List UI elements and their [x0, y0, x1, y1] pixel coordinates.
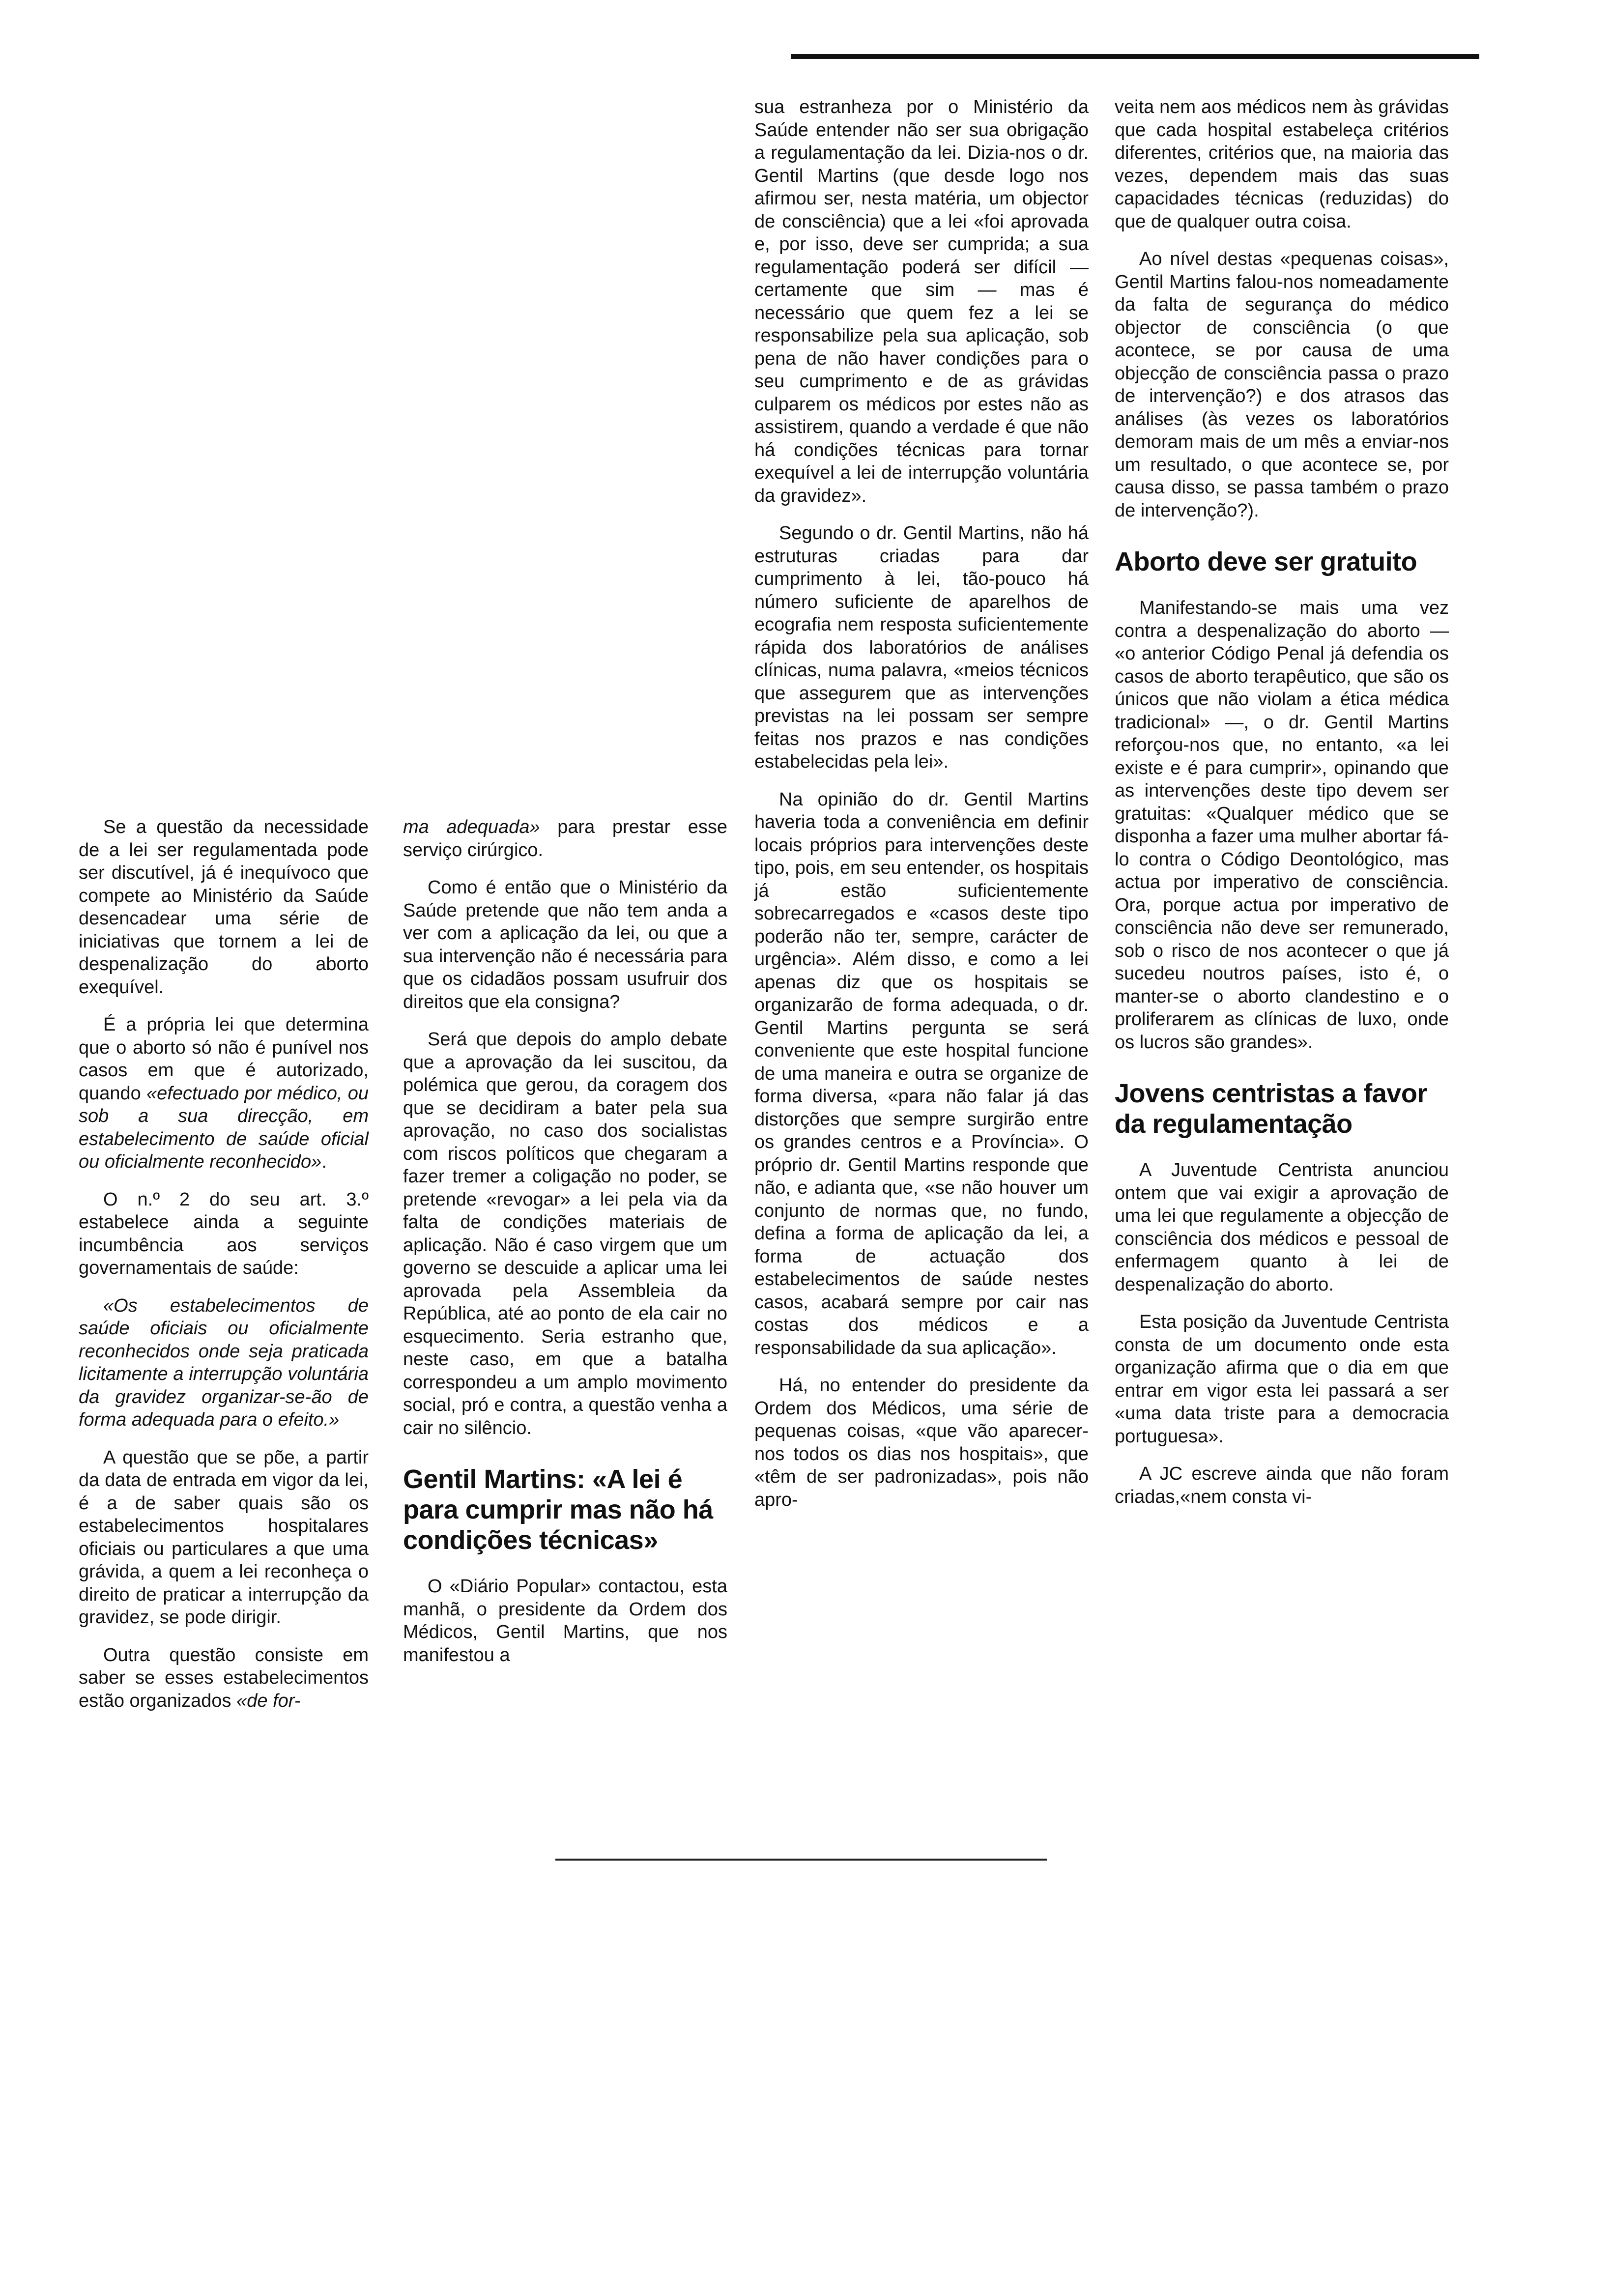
paragraph	[403, 876, 727, 1013]
quoted-text: «Os estabelecimentos de saúde oficiais ou oficialmente reconhecidos onde seja praticada licitamente a interrupção voluntária da gravidez organizar-se-ão de forma adequada para o efeito.»	[79, 1295, 369, 1430]
paragraph-text: Na opinião do dr. Gentil Martins haveria toda a conveniência em definir locais próprios para intervenções deste tipo, pois, em seu entender, os hospitais já estão suficientemente sobrecarregados e «casos deste tipo poderão não ter, sempre, carácter de urgência». Além disso, e como a lei apenas diz que os hospitais se organizarão de forma adequada, o dr. Gentil Martins pergunta se será conveniente que este hospital funcione de uma maneira e outra se organize de forma diversa, «para não falar já das distorções que sempre surgirão entre os grandes centros e a Província». O próprio dr. Gentil Martins responde que não, e adianta que, «se não houver um conjunto de normas que, no fundo, defina a forma de aplicação da lei, a forma de actuação dos estabelecimentos de saúde nestes casos, acabará sempre por cair nas costas dos médicos e a responsabilidade da sua aplicação».	[754, 789, 1089, 1358]
paragraph-text: A Juventude Centrista anunciou ontem que vai exigir a aprovação de uma lei que regulamente a objecção de consciência dos médicos e pessoal de enfermagem quanto à lei de despenalização do aborto.	[1115, 1160, 1449, 1295]
paragraph	[754, 788, 1089, 1360]
section-heading: Jovens centristas a favor da regulamentação	[1115, 1079, 1427, 1139]
section-heading: Aborto deve ser gratuito	[1115, 547, 1417, 576]
paragraph	[79, 1644, 369, 1713]
paragraph-text: Esta posição da Juventude Centrista consta de um documento onde esta organização afirma que o dia em que entrar em vigor esta lei passará a ser «uma data triste para a democracia portuguesa».	[1115, 1312, 1449, 1447]
paragraph	[1115, 1159, 1449, 1296]
paragraph-text: Como é então que o Ministério da Saúde pretende que não tem anda a ver com a aplicação da lei, ou que a sua intervenção não é necessária para que os cidadãos possam usufruir dos direitos que ela consigna?	[403, 877, 727, 1012]
paragraph-text: para prestar esse serviço cirúrgico.	[403, 817, 727, 861]
paragraph-text: .	[321, 1151, 327, 1172]
paragraph-text: Manifestando-se mais uma vez contra a despenalização do aborto — «o anterior Código Penal já defendia os casos de aborto terapêutico, que são os únicos que não violam a ética médica tradicional» —, o dr. Gentil Martins reforçou-nos que, no entanto, «a lei existe e é para cumprir», opinando que as intervenções deste tipo devem ser gratuitas: «Qualquer médico que se disponha a fazer uma mulher abortar fá-lo contra o Código Deontológico, mas actua por imperativo de consciência. Ora, porque actua por imperativo de consciência não deve ser remunerado, sob o risco de nos acontecer o que já sucedeu noutros países, isto é, o manter-se o aborto clandestino e o proliferarem as clínicas de luxo, onde os lucros são grandes».	[1115, 598, 1449, 1053]
paragraph-text: O «Diário Popular» contactou, esta manhã, o presidente da Ordem dos Médicos, Gentil Martins, que nos manifestou a	[403, 1576, 727, 1665]
quoted-text: «de for-	[236, 1690, 301, 1711]
paragraph	[403, 1028, 727, 1439]
quoted-text: ma adequada»	[403, 817, 540, 837]
paragraph-text: Se a questão da necessidade de a lei ser regulamentada pode ser discutível, já é inequívoco que compete ao Ministério da Saúde desencadear uma série de iniciativas que tornem a lei de despenalização do aborto exequível.	[79, 817, 369, 998]
paragraph-text: A questão que se põe, a partir da data de entrada em vigor da lei, é a de saber quais são os estabelecimentos hospitalares oficiais ou particulares a que uma grávida, a quem a lei reconheça o direito de praticar a interrupção da gravidez, se pode dirigir.	[79, 1447, 369, 1628]
paragraph	[79, 1294, 369, 1432]
paragraph	[754, 522, 1089, 774]
paragraph	[79, 1013, 369, 1174]
paragraph	[1115, 248, 1449, 522]
section-heading: Gentil Martins: «A lei é para cumprir mas não há condições técnicas»	[403, 1464, 713, 1555]
paragraph-text: Será que depois do amplo debate que a aprovação da lei suscitou, da polémica que gerou, da coragem dos que se decidiram a bater pela sua aprovação, no caso dos socialistas com riscos políticos que chegaram a fazer tremer a coligação no poder, se pretende «revogar» a lei pela via da falta de condições materiais de aplicação. Não é caso virgem que um governo se descuide a aplicar uma lei aprovada pela Assembleia da República, até ao ponto de ela cair no esquecimento. Seria estranho que, neste caso, em que a batalha correspondeu a um amplo movimento social, pró e contra, a questão venha a cair no silêncio.	[403, 1029, 727, 1438]
paragraph	[1115, 1463, 1449, 1508]
paragraph	[1115, 1311, 1449, 1448]
article-column-3	[754, 96, 1089, 1526]
paragraph	[1115, 96, 1449, 233]
paragraph	[79, 1188, 369, 1280]
paragraph-text: O n.º 2 do seu art. 3.º estabelece ainda a seguinte incumbência aos serviços governamentais de saúde:	[79, 1189, 369, 1278]
quoted-text: «efectuado por médico, ou sob a sua direcção, em estabelecimento de saúde oficial ou oficialmente reconhecido»	[79, 1083, 369, 1172]
paragraph-text: Ao nível destas «pequenas coisas», Gentil Martins falou-nos nomeadamente da falta de segurança do médico objector de consciência (o que acontece, se por causa de uma objecção de consciência passa o prazo de intervenção?) e dos atrasos das análises (às vezes os laboratórios demoram mais de um mês a enviar-nos um resultado, o que acontece se, por causa disso, se passa também o prazo de intervenção?).	[1115, 249, 1449, 521]
article-column-2	[403, 816, 727, 1681]
top-rule	[791, 54, 1479, 59]
paragraph-text: Outra questão consiste em saber se esses estabelecimentos estão organizados	[79, 1644, 369, 1711]
article-column-4	[1115, 96, 1449, 1523]
paragraph-text: veita nem aos médicos nem às grávidas que cada hospital estabeleça critérios diferentes, critérios que, na maioria das vezes, dependem mais das suas capacidades técnicas (reduzidas) do que de qualquer outra coisa.	[1115, 97, 1449, 232]
paragraph	[79, 816, 369, 999]
bottom-rule	[555, 1859, 1047, 1861]
paragraph	[403, 1575, 727, 1666]
paragraph	[1115, 597, 1449, 1054]
paragraph	[754, 1374, 1089, 1511]
paragraph	[754, 96, 1089, 507]
paragraph-text: A JC escreve ainda que não foram criadas,«nem consta vi-	[1115, 1464, 1449, 1507]
paragraph	[79, 1446, 369, 1629]
paragraph	[403, 816, 727, 861]
paragraph-text: É a própria lei que determina que o aborto só não é punível nos casos em que é autorizado, quando	[79, 1014, 369, 1104]
paragraph-text: Segundo o dr. Gentil Martins, não há estruturas criadas para dar cumprimento à lei, tão-pouco há número suficiente de aparelhos de ecografia nem resposta suficientemente rápida dos laboratórios de análises clínicas, numa palavra, «meios técnicos que assegurem que as intervenções previstas na lei possam ser sempre feitas nos prazos e nas condições estabelecidas pela lei».	[754, 523, 1089, 772]
article-column-1	[79, 816, 369, 1727]
paragraph-text: Há, no entender do presidente da Ordem dos Médicos, uma série de pequenas coisas, «que vão aparecer-nos todos os dias nos hospitais», que «têm de ser padronizadas», pois não apro-	[754, 1375, 1089, 1510]
paragraph-text: sua estranheza por o Ministério da Saúde entender não ser sua obrigação a regulamentação da lei. Dizia-nos o dr. Gentil Martins (que desde logo nos afirmou ser, nesta matéria, um objector de consciência) que a lei «foi aprovada e, por isso, deve ser cumprida; a sua regulamentação poderá ser difícil — certamente que sim — mas é necessário que quem fez a lei se responsabilize pela sua aplicação, sob pena de não haver condições para o seu cumprimento e de as grávidas culparem os médicos por estes não as assistirem, quando a verdade é que não há condições técnicas para tornar exequível a lei de interrupção voluntária da gravidez».	[754, 97, 1089, 506]
